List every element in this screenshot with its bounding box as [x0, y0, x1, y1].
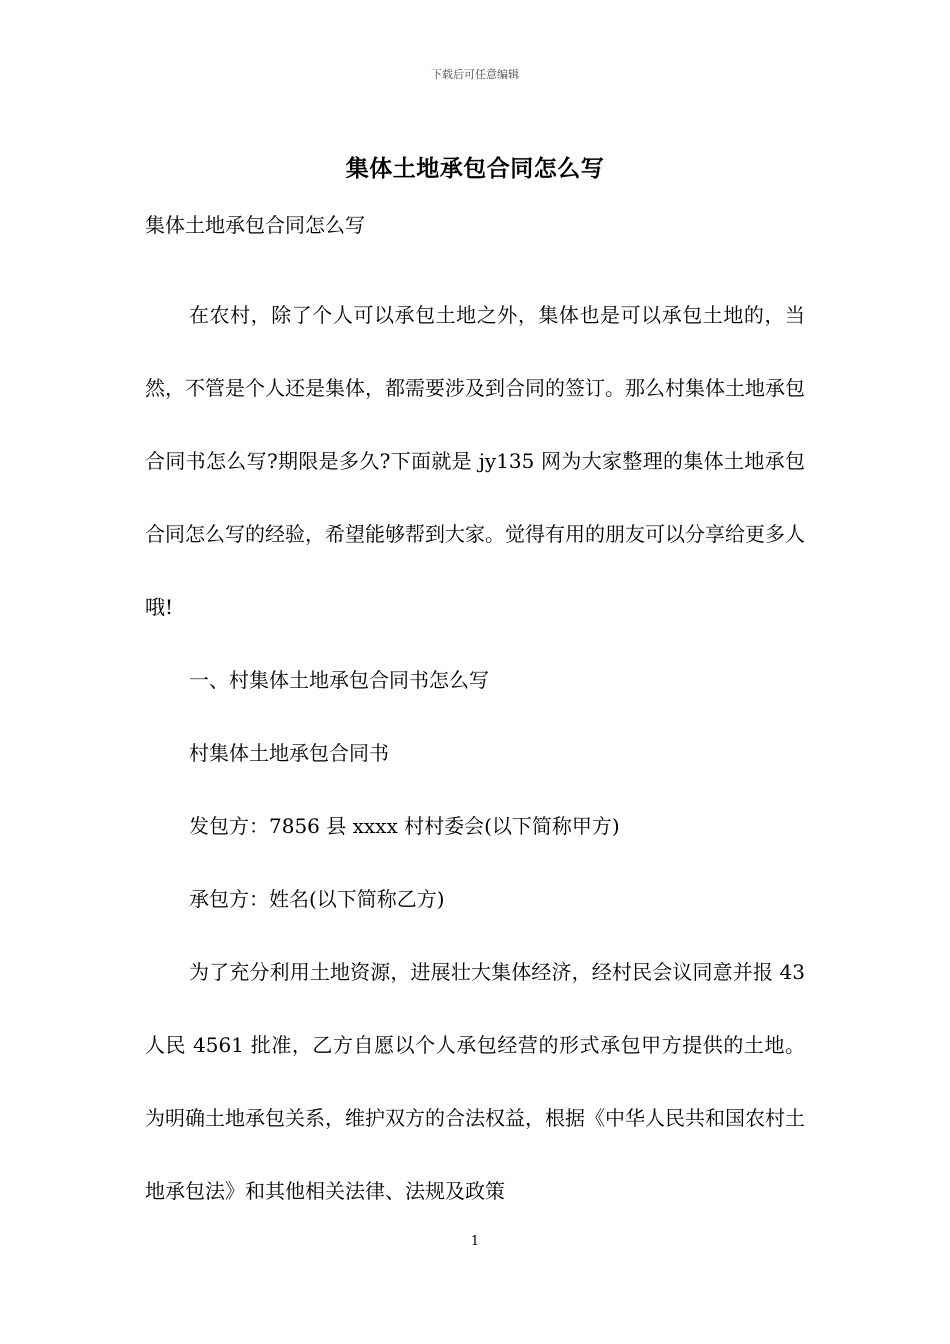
document-body	[145, 279, 805, 1228]
page-number: 1	[470, 1234, 480, 1249]
contract-title: 村集体土地承包合同书	[189, 741, 389, 765]
paragraph-purpose: 为了充分利用土地资源，进展壮大集体经济，经村民会议同意并报 43 人民 4561 批准，乙方自愿以个人承包经营的形式承包甲方提供的土地。为明确土地承包关系，维护双方的合法权益，根据《中华人民共和国农村土地承包法》和其他相关法律、法规及政策	[145, 960, 805, 1203]
header-note: 下载后可任意编辑	[431, 68, 519, 81]
section-heading: 一、村集体土地承包合同书怎么写	[189, 668, 489, 692]
document-subtitle: 集体土地承包合同怎么写	[145, 213, 365, 237]
party-b-line: 承包方：姓名(以下简称乙方)	[189, 887, 445, 911]
party-a-line: 发包方：7856 县 xxxx 村村委会(以下简称甲方)	[189, 814, 620, 838]
document-title: 集体土地承包合同怎么写	[345, 155, 605, 182]
paragraph-intro: 在农村，除了个人可以承包土地之外，集体也是可以承包土地的，当然，不管是个人还是集体，都需要涉及到合同的签订。那么村集体土地承包合同书怎么写?期限是多久?下面就是 jy135 网为大家整理的集体土地承包合同怎么写的经验，希望能够帮到大家。觉得有用的朋友可以分享给更多人哦!	[145, 303, 805, 619]
